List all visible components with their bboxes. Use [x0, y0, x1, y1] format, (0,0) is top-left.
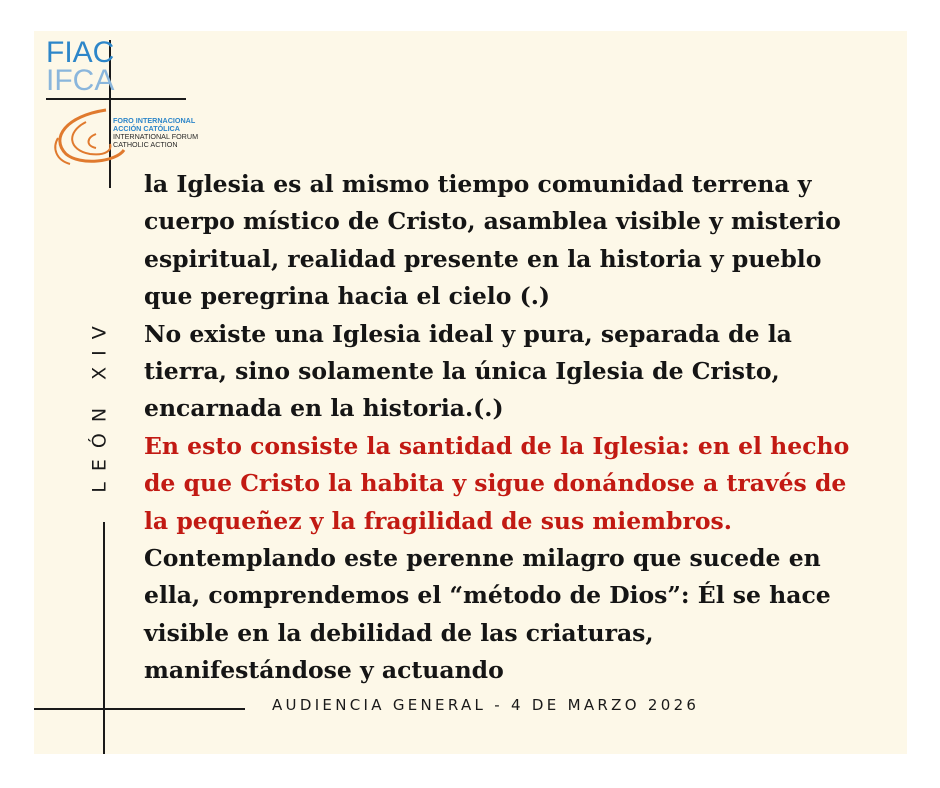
quote-text — [144, 166, 894, 690]
author-name — [85, 308, 115, 500]
horizontal-divider-footer — [34, 708, 245, 710]
logo-subtitle-4: CATHOLIC ACTION — [113, 140, 178, 149]
quote-highlight-line: de que Cristo la habita y sigue donándose a través de — [144, 469, 847, 498]
quote-line: encarnada en la historia.(.) — [144, 394, 504, 423]
logo-subtitle-2: ACCIÓN CATÓLICA — [113, 124, 180, 133]
vertical-divider-bottom — [103, 522, 105, 754]
quote-line: espiritual, realidad presente en la historia y pueblo — [144, 244, 822, 273]
quote-line: que peregrina hacia el cielo (.) — [144, 282, 551, 311]
logo-fiac-text: FIAC — [46, 36, 115, 69]
logo-subtitle-1: FORO INTERNACIONAL — [113, 116, 196, 125]
quote-line: No existe una Iglesia ideal y pura, separada de la — [144, 319, 792, 348]
quote-highlight-line: En esto consiste la santidad de la Iglesia: en el hecho — [144, 431, 850, 460]
quote-line: ella, comprendemos el “método de Dios”: Él se hace — [144, 581, 831, 610]
quote-line: cuerpo místico de Cristo, asamblea visible y misterio — [144, 207, 841, 236]
footer-source: AUDIENCIA GENERAL - 4 DE MARZO 2026 — [272, 696, 700, 714]
quote-line: tierra, sino solamente la única Iglesia de Cristo, — [144, 357, 780, 386]
quote-line: Contemplando este perenne milagro que sucede en — [144, 544, 821, 573]
quote-block-2 — [144, 540, 894, 690]
logo-ifca-text: IFCA — [46, 64, 115, 97]
quote-highlight-block — [144, 428, 894, 540]
logo-subtitle-3: INTERNATIONAL FORUM — [113, 132, 199, 141]
quote-block-1 — [144, 166, 894, 428]
quote-highlight-line: la pequeñez y la fragilidad de sus miembros. — [144, 506, 732, 535]
quote-line: la Iglesia es al mismo tiempo comunidad terrena y — [144, 170, 812, 198]
quote-line: manifestándose y actuando — [144, 656, 504, 685]
author-label: LEÓN XIV — [89, 315, 112, 493]
quote-line: visible en la debilidad de las criaturas, — [144, 618, 654, 647]
